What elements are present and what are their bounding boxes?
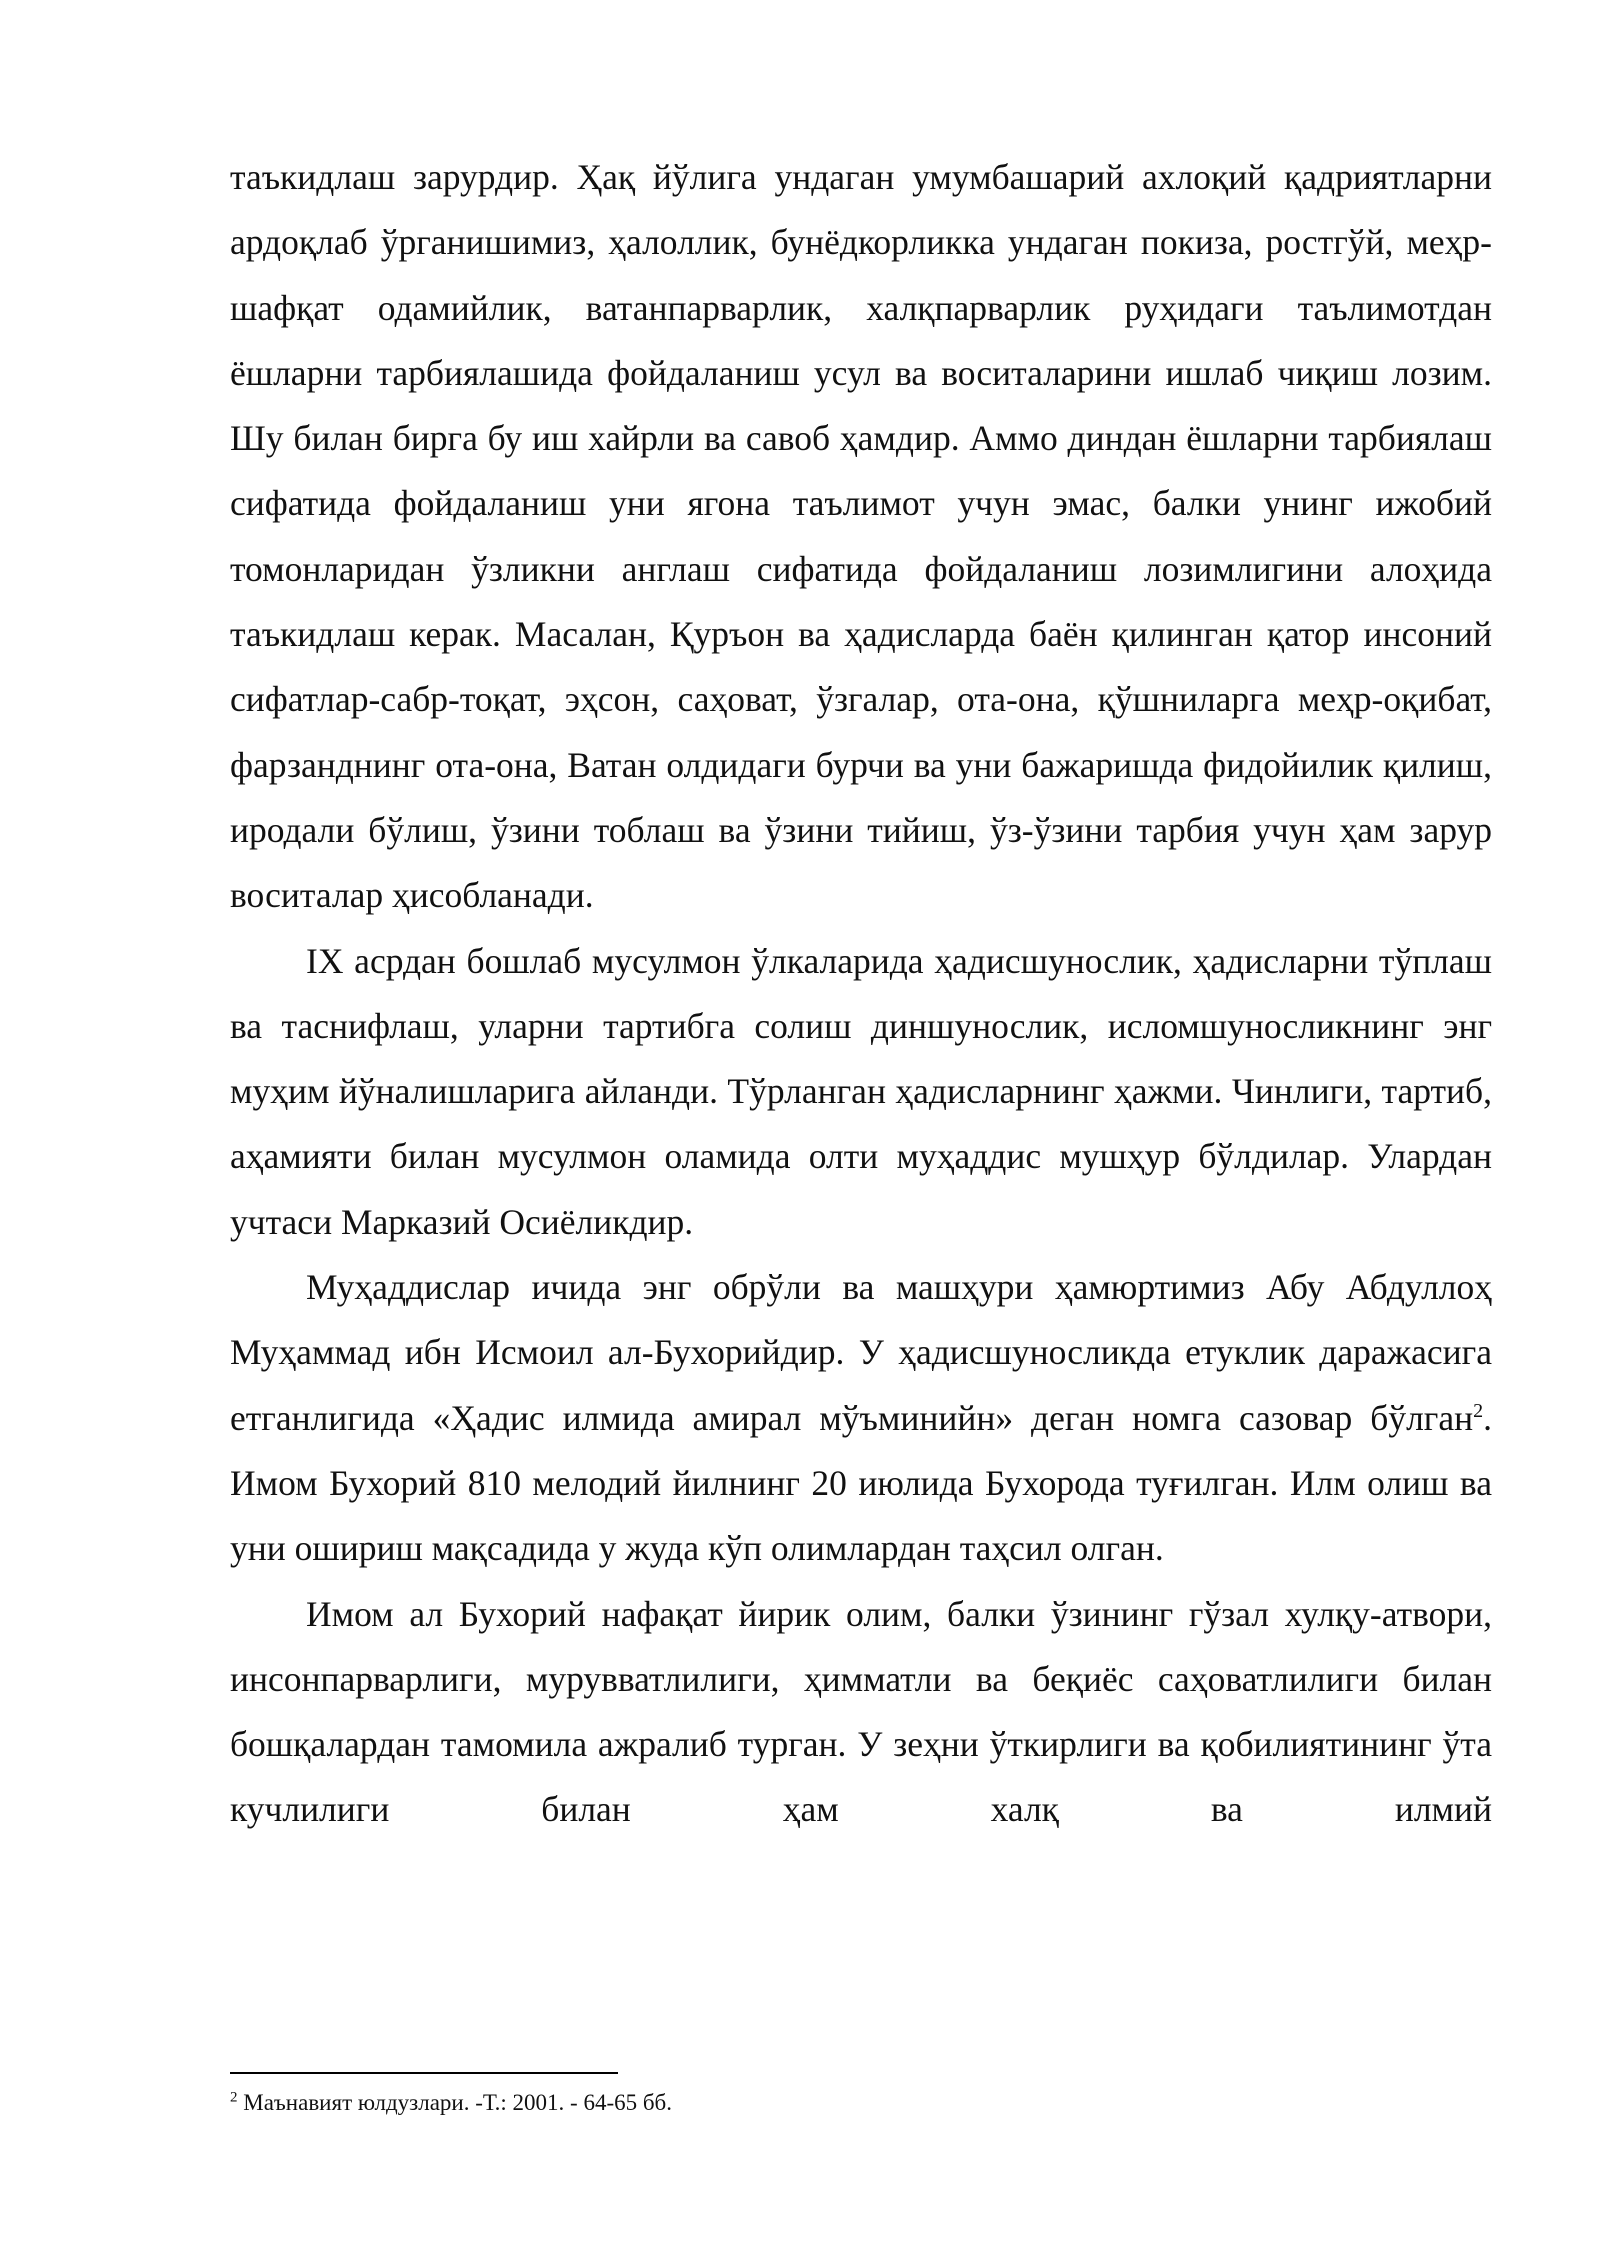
footnote-reference[interactable]: 2 [1473,1399,1484,1422]
paragraph-2 [230,929,1492,1255]
paragraph-4 [230,1582,1492,1843]
footnote-mark: 2 [230,2089,238,2106]
paragraph-3-text-after-note: . Имом Бухорий 810 мелодий йилнинг 20 июлида Бухорода туғилган. Илм олиш ва уни ошириш мақсадида у жуда кўп олимлардан таҳсил олган. [230,1397,1492,1569]
paragraph-3-text-before-note: Муҳаддислар ичида энг обрўли ва машҳури ҳамюртимиз Абу Абдуллоҳ Муҳаммад ибн Исмоил ал-Бухорийдир. У ҳадисшуносликда етуклик даражасига етганлигида «Ҳадис илмида амирал мўъминийн» деган номга сазовар бўлган [230,1267,1492,1438]
footnote-separator [230,2072,618,2074]
body-text [230,145,1492,1843]
paragraph-1-text: таъкидлаш зарурдир. Ҳақ йўлига ундаган умумбашарий ахлоқий қадриятларни ардоқлаб ўрганишимиз, ҳалоллик, бунёдкорликка ундаган покиза, ростгўй, меҳр-шафқат одамийлик, ватанпарварлик, халқпарварлик руҳидаги таълимотдан ёшларни тарбиялашида фойдаланиш усул ва воситаларини ишлаб чиқиш лозим. Шу билан бирга бу иш хайрли ва савоб ҳамдир. Аммо диндан ёшларни тарбиялаш сифатида фойдаланиш уни ягона таълимот учун эмас, балки унинг ижобий томонларидан ўзликни англаш сифатида фойдаланиш лозимлигини алоҳида таъкидлаш керак. Масалан, Қуръон ва ҳадисларда баён қилинган қатор инсоний сифатлар-сабр-тоқат, эҳсон, саҳоват, ўзгалар, ота-она, қўшниларга меҳр-оқибат, фарзанднинг ота-она, Ватан олдидаги бурчи ва уни бажаришда фидойилик қилиш, иродали бўлиш, ўзини тоблаш ва ўзини тийиш, ўз-ўзини тарбия учун ҳам зарур воситалар ҳисобланади. [230,157,1492,916]
paragraph-2-text: IX асрдан бошлаб мусулмон ўлкаларида ҳадисшунослик, ҳадисларни тўплаш ва таснифлаш, уларни тартибга солиш диншунослик, исломшуносликнинг энг муҳим йўналишларига айланди. Тўрланган ҳадисларнинг ҳажми. Чинлиги, тартиб, аҳамияти билан мусулмон оламида олти муҳаддис мушҳур бўлдилар. Улардан учтаси Марказий Осиёликдир. [230,940,1492,1242]
footnote-text: Маънавият юлдузлари. -Т.: 2001. - 64-65 бб. [237,2090,673,2115]
paragraph-1 [230,145,1492,929]
paragraph-3 [230,1255,1492,1581]
paragraph-4-text: Имом ал Бухорий нафақат йирик олим, балки ўзининг гўзал хулқу-атвори, инсонпарварлиги, мурувватлилиги, ҳимматли ва беқиёс саҳоватлилиги билан бошқалардан тамомила ажралиб турган. У зеҳни ўткирлиги ва қобилиятининг ўта кучлилиги билан ҳам халқ ва илмий [230,1593,1492,1830]
footnote [230,2088,1492,2118]
